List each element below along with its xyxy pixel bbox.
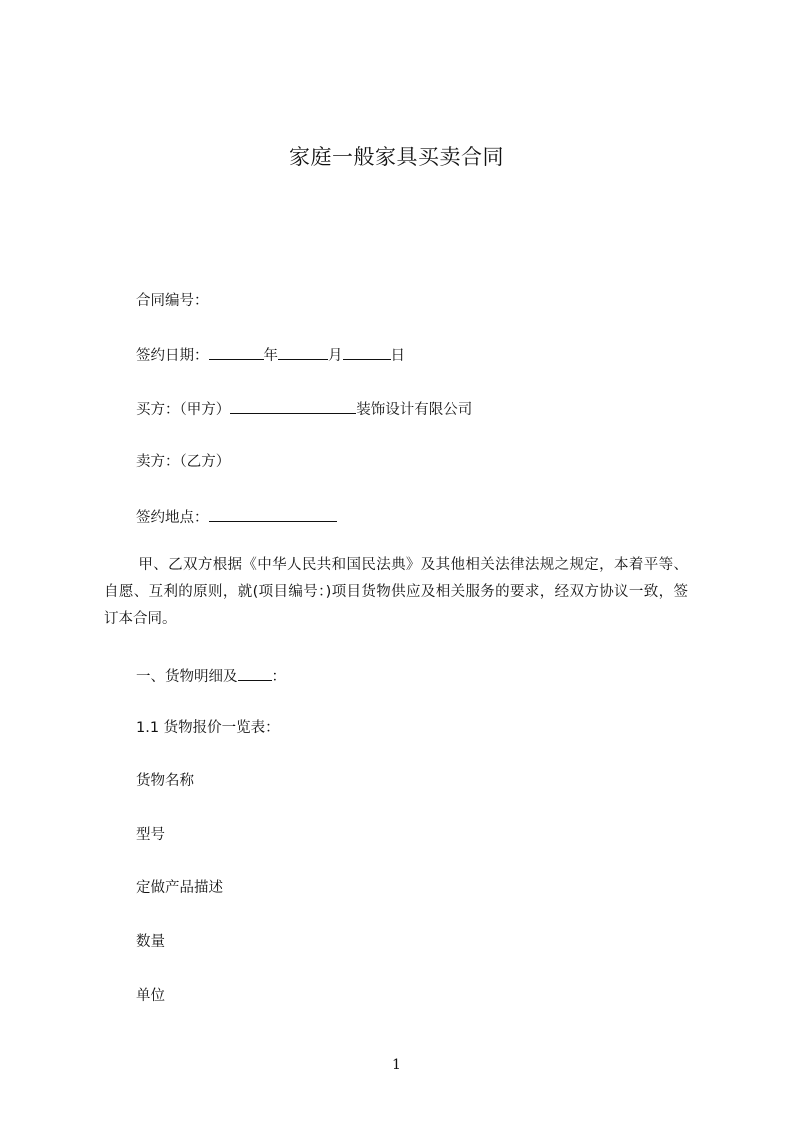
sign-month-unit: 月 (328, 348, 343, 364)
seller-label: 卖方：（乙方） (136, 454, 231, 470)
field-model: 型号 (136, 827, 165, 843)
document-title: 家庭一般家具买卖合同 (289, 145, 504, 169)
field-unit: 单位 (136, 988, 165, 1004)
sign-day-blank[interactable] (343, 344, 391, 360)
sign-year-unit: 年 (263, 348, 278, 364)
buyer-name-blank[interactable] (230, 398, 356, 414)
sign-place-label: 签约地点： (136, 510, 209, 526)
section-one-blank[interactable] (238, 665, 272, 681)
section-one-suffix: ： (271, 669, 286, 685)
section-one-prefix: 一、货物明细及 (136, 669, 238, 685)
sign-place-blank[interactable] (209, 506, 337, 522)
sign-month-blank[interactable] (278, 344, 328, 360)
buyer-line (136, 398, 472, 420)
sign-year-blank[interactable] (209, 344, 264, 360)
intro-paragraph (104, 552, 688, 633)
field-quantity: 数量 (136, 934, 165, 950)
contract-number-label: 合同编号： (136, 293, 209, 309)
sign-place-line (136, 506, 337, 528)
buyer-suffix: 装饰设计有限公司 (356, 402, 473, 418)
field-custom-description: 定做产品描述 (136, 880, 223, 896)
sign-date-label: 签约日期： (136, 348, 209, 364)
contract-number-line (136, 291, 209, 311)
page-number: 1 (392, 1057, 401, 1073)
section-one-heading (136, 665, 286, 687)
subsection-1-1: 1.1 货物报价一览表： (136, 720, 280, 736)
sign-date-line (136, 344, 405, 366)
sign-day-unit: 日 (390, 348, 405, 364)
buyer-label: 买方：（甲方） (136, 402, 231, 418)
intro-paragraph-text: 甲、乙双方根据《中华人民共和国民法典》及其他相关法律法规之规定，本着平等、自愿、互利的原则，就(项目编号：)项目货物供应及相关服务的要求，经双方协议一致，签订本合同。 (104, 557, 688, 627)
field-goods-name: 货物名称 (136, 773, 194, 789)
seller-line (136, 452, 230, 472)
